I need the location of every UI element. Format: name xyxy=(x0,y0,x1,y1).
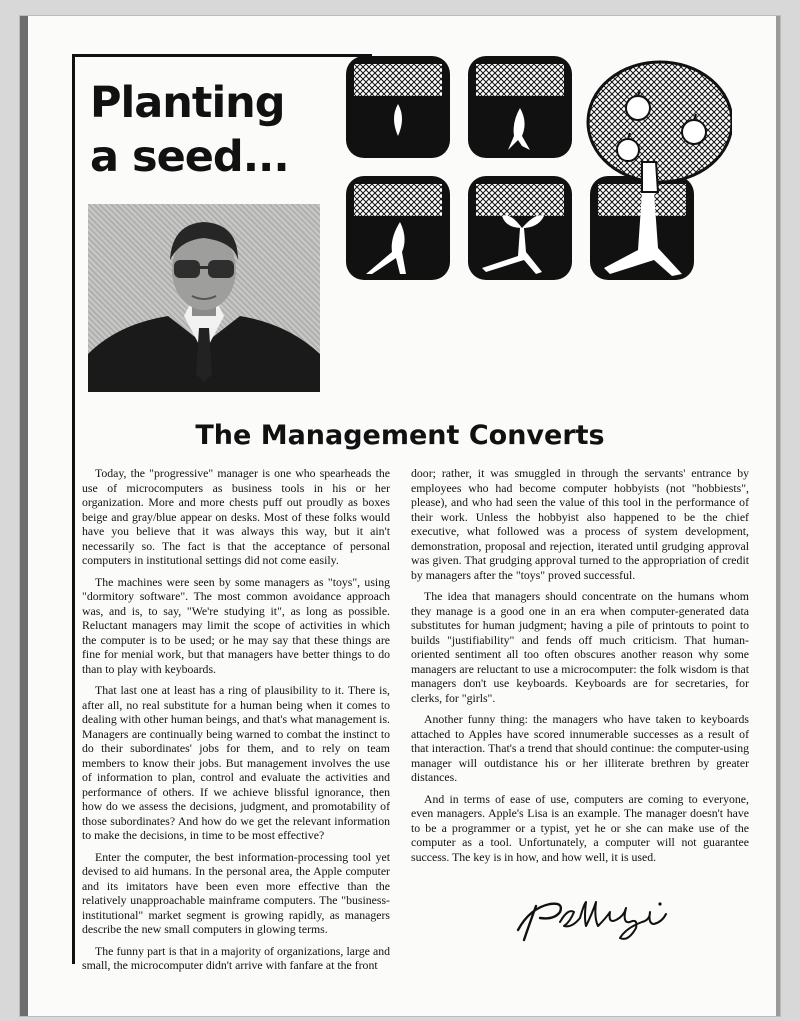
handwritten-signature-icon xyxy=(510,888,690,948)
section-title-line-2: a seed... xyxy=(90,132,289,182)
article-paragraph: The idea that managers should concentrate on the humans whom they manage is a good one in an era when computer-generated data substitutes for human judgment; having a pile of printouts to point to builds "justifiability" and fends off much criticism. That human-oriented sentiment all too often obscures another reason why some managers are reluctant to use a microcomputer: the folk wisdom is that managers don't use keyboards. Keyboards are for secretaries, for clerks, for "girls". xyxy=(411,589,749,705)
section-title-line-1: Planting xyxy=(90,78,285,128)
article-paragraph: Enter the computer, the best information-processing tool yet devised to aid humans. In the personal area, the Apple computer and its imitators have been even more effective than the relatively unapproachable mainframe computers. The "business-institutional" market segment is growing rapidly, as managers describe the new small computers in glowing terms. xyxy=(82,849,390,936)
portrait-photo xyxy=(88,204,320,392)
article-paragraph: Another funny thing: the managers who have taken to keyboards attached to Apples have scored innumerable successes as a result of that interaction. That's a trend that should continue: the computer-using manager will outdistance his or her illiterate brethren by greater distances. xyxy=(411,712,749,784)
author-signature xyxy=(510,888,690,948)
article-paragraph: That last one at least has a ring of plausibility to it. There is, after all, no real substitute for a human being when it comes to dealing with other human beings, and that's what management is. Managers are continually being warned to combat the instinct to do their subordinates' jobs for them, and to rely on team members to know their jobs. But management involves the use of information to plan, control and evaluate the activities and performance of others. If we achieve blissful ignorance, then how do we assess the decisions, judgment, and promotability of those subordinates? And how do we get the relevant information to make the decisions, in time to be most effective? xyxy=(82,683,390,842)
article-paragraph: The machines were seen by some managers as "toys", using "dormitory software". The most common avoidance approach was, and is, to say, "We're studying it", as long as possible. Reluctant managers may limit the scope of activities in which the computer is to be used; or he may say that these things are fine for menial work, but that managers have better things to do than to play with keyboards. xyxy=(82,574,390,676)
article-column-left xyxy=(82,466,390,980)
article-headline: The Management Converts xyxy=(195,420,605,451)
article-paragraph: Today, the "progressive" manager is one who spearheads the use of microcomputers as business tools in his or her organization. More and more chests puff out proudly as boxes beige and gray/blue appear on desks. Most of these folks would have you believe that it was always this way, but it ain't necessarily so. The fact is that the acceptance of personal computers in institutional settings did not come easily. xyxy=(82,466,390,567)
magazine-page xyxy=(20,16,780,1016)
frame-rule-left xyxy=(72,54,75,964)
seed-to-apple-tree-sequence-icon xyxy=(342,52,732,292)
frame-rule-top xyxy=(72,54,372,57)
seed-growth-illustration xyxy=(342,52,732,292)
section-title xyxy=(90,76,330,184)
page-edge-shadow xyxy=(776,16,780,1016)
article-paragraph: The funny part is that in a majority of organizations, large and small, the microcomputer didn't arrive with fanfare at the front xyxy=(82,943,390,972)
portrait-photo-icon xyxy=(88,204,320,392)
page-binding-shadow xyxy=(20,16,28,1016)
article-paragraph: And in terms of ease of use, computers are coming to everyone, even managers. Apple's Lisa is an example. The manager doesn't have to be a programmer or a typist, yet he or she can make use of the computer as a tool. Unfortunately, a computer will not guarantee success. The key is in how, and how well, it is used. xyxy=(411,791,749,864)
article-column-right xyxy=(411,466,749,871)
article-paragraph: door; rather, it was smuggled in through the servants' entrance by employees who had become computer hobbyists (not "hobbiests", please), and who had seen the value of this tool in the performance of their work. Unless the hobbyist also happened to be the chief executive, what followed was a process of system development, demonstration, proposal and rejection, iterated until grudging approval was given. That grudging approval turned to the appropriation of credit by managers after the "toys" proved successful. xyxy=(411,466,749,582)
